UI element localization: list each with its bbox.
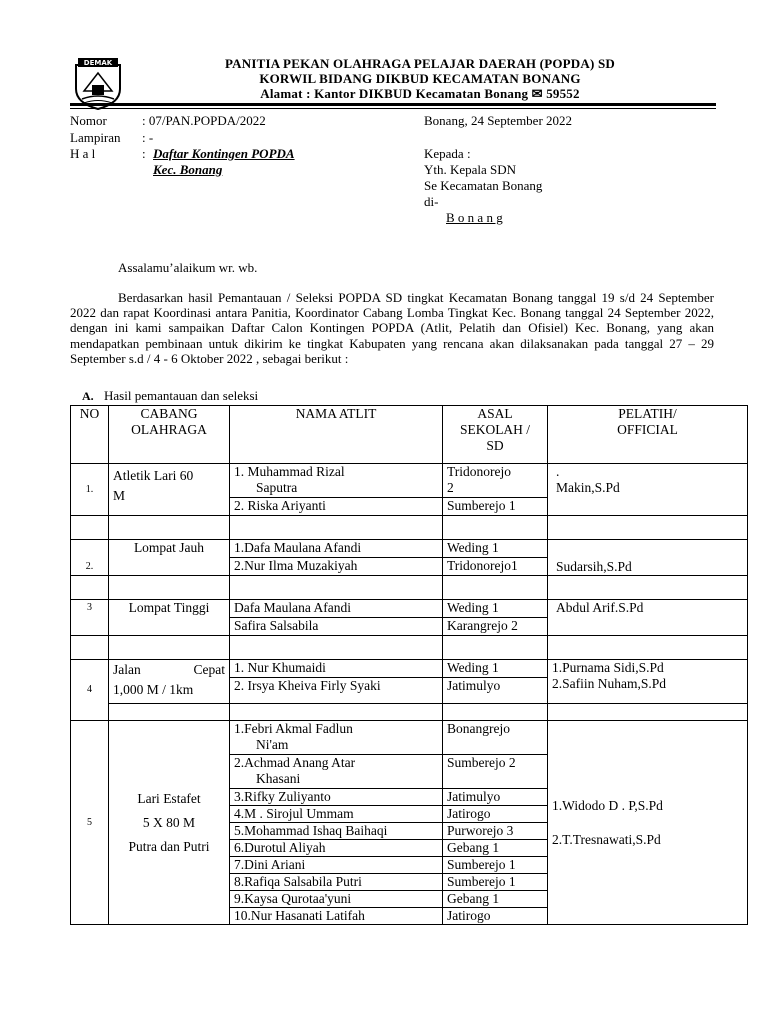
hal-value-line-2: Kec. Bonang [153,162,223,177]
athlete-cell: Dafa Maulana Afandi [230,600,443,618]
school-cell: Gebang 1 [443,891,548,908]
row-number: 2. [71,540,109,576]
row-number: 3 [71,600,109,636]
athlete-cell: 3.Rifky Zuliyanto [230,789,443,806]
school-cell: Sumberejo 2 [443,755,548,789]
header-cabang: CABANG OLAHRAGA [109,406,230,464]
cabang-cell: Lari Estafet 5 X 80 M Putra dan Putri [109,721,230,925]
header-divider [70,103,716,109]
coach-cell: Sudarsih,S.Pd [548,540,748,576]
table-row [71,540,748,558]
school-cell: Karangrejo 2 [443,618,548,636]
school-cell: Tridonorejo1 [443,558,548,576]
school-cell: Weding 1 [443,600,548,618]
school-cell: Sumberejo 1 [443,498,548,516]
school-cell: Purworejo 3 [443,823,548,840]
school-cell: Sumberejo 1 [443,857,548,874]
school-cell: Jatirogo [443,806,548,823]
athlete-cell: 9.Kaysa Qurotaa'yuni [230,891,443,908]
letter-date: Bonang, 24 September 2022 [424,113,573,128]
spacer-row [71,636,748,660]
lampiran-value: : - [142,130,154,145]
header-asal: ASAL SEKOLAH / SD [443,406,548,464]
cabang-cell: Jalan Cepat 1,000 M / 1km [109,660,230,704]
athlete-cell: 5.Mohammad Ishaq Baihaqi [230,823,443,840]
recipient-line-5: B o n a n g [446,210,503,225]
athlete-cell: 8.Rafiqa Salsabila Putri [230,874,443,891]
athlete-cell: 10.Nur Hasanati Latifah [230,908,443,925]
spacer-row [71,576,748,600]
athlete-cell: 2. Irsya Kheiva Firly Syaki [230,678,443,704]
nomor-label: Nomor [70,113,107,128]
section-letter: A. [82,389,94,403]
school-cell: Weding 1 [443,540,548,558]
contingent-table [70,405,748,925]
hal-colon: : [142,146,146,161]
greeting: Assalamu’alaikum wr. wb. [118,260,258,275]
spacer-row [71,704,748,721]
school-cell: Jatimulyo [443,678,548,704]
athlete-cell: 2.Achmad Anang Atar Khasani [230,755,443,789]
athlete-cell: 1. Nur Khumaidi [230,660,443,678]
coach-cell: 1.Widodo D . P,S.Pd 2.T.Tresnawati,S.Pd [548,721,748,925]
lampiran-label: Lampiran [70,130,121,145]
recipient-line-2: Yth. Kepala SDN [424,162,517,177]
school-cell: Tridonorejo 2 [443,464,548,498]
table-header-row [71,406,748,464]
header-nama: NAMA ATLIT [230,406,443,464]
school-cell: Sumberejo 1 [443,874,548,891]
hal-value-line-1: Daftar Kontingen POPDA [153,146,295,161]
athlete-cell: 6.Durotul Aliyah [230,840,443,857]
athlete-cell: 2.Nur Ilma Muzakiyah [230,558,443,576]
coach-cell: Abdul Arif.S.Pd [548,600,748,636]
section-title: Hasil pemantauan dan seleksi [104,388,259,403]
athlete-cell: 1. Muhammad Rizal Saputra [230,464,443,498]
school-cell: Jatimulyo [443,789,548,806]
cabang-cell: Lompat Tinggi [109,600,230,636]
spacer-row [71,516,748,540]
header-line-2: KORWIL BIDANG DIKBUD KECAMATAN BONANG [259,71,581,86]
header-no: NO [71,406,109,464]
row-number: 5 [71,721,109,925]
athlete-cell: 7.Dini Ariani [230,857,443,874]
cabang-cell: Lompat Jauh [109,540,230,576]
recipient-line-4: di- [424,194,439,209]
table-row [71,600,748,618]
header-line-1: PANITIA PEKAN OLAHRAGA PELAJAR DAERAH (POPDA) SD [225,56,615,71]
coach-cell: 1.Purnama Sidi,S.Pd 2.Safiin Nuham,S.Pd [548,660,748,704]
school-cell: Gebang 1 [443,840,548,857]
table-row [71,721,748,755]
coach-cell: . Makin,S.Pd [548,464,748,516]
athlete-cell: 1.Dafa Maulana Afandi [230,540,443,558]
header-line-3: Alamat : Kantor DIKBUD Kecamatan Bonang ✉ 59552 [260,86,580,101]
body-paragraph: Berdasarkan hasil Pemantauan / Seleksi POPDA SD tingkat Kecamatan Bonang tanggal 19 s/d 24 September 2022 dan rapat Koordinasi antara Panitia, Koordinator Cabang Lomba Tingkat Kec. Bonang tanggal 24 September 2022, dengan ini kami sampaikan Daftar Calon Kontingen POPDA (Atlit, Pelatih dan Ofisiel) Kec. Bonang, yang akan mendapatkan pembinaan untuk dikirim ke tingkat Kabupaten yang rencana akan dilaksanakan pada tanggal 27 – 29 September s.d / 4 - 6 Oktober 2022 , sebagai berikut : [70,290,714,366]
nomor-value: : 07/PAN.POPDA/2022 [142,113,266,128]
athlete-cell: 1.Febri Akmal Fadlun Ni'am [230,721,443,755]
recipient-line-1: Kepada : [424,146,471,161]
table-row [71,464,748,498]
row-number: 4 [71,660,109,721]
svg-text:DEMAK: DEMAK [83,59,113,67]
table-row [71,660,748,678]
school-cell: Bonangrejo [443,721,548,755]
school-cell: Weding 1 [443,660,548,678]
recipient-line-3: Se Kecamatan Bonang [424,178,543,193]
athlete-cell: Safira Salsabila [230,618,443,636]
athlete-cell: 2. Riska Ariyanti [230,498,443,516]
cabang-cell: Atletik Lari 60 M [109,464,230,516]
row-number: 1. [71,464,109,516]
hal-label: H a l [70,146,96,161]
school-cell: Jatirogo [443,908,548,925]
header-pelatih: PELATIH/ OFFICIAL [548,406,748,464]
athlete-cell: 4.M . Sirojul Ummam [230,806,443,823]
